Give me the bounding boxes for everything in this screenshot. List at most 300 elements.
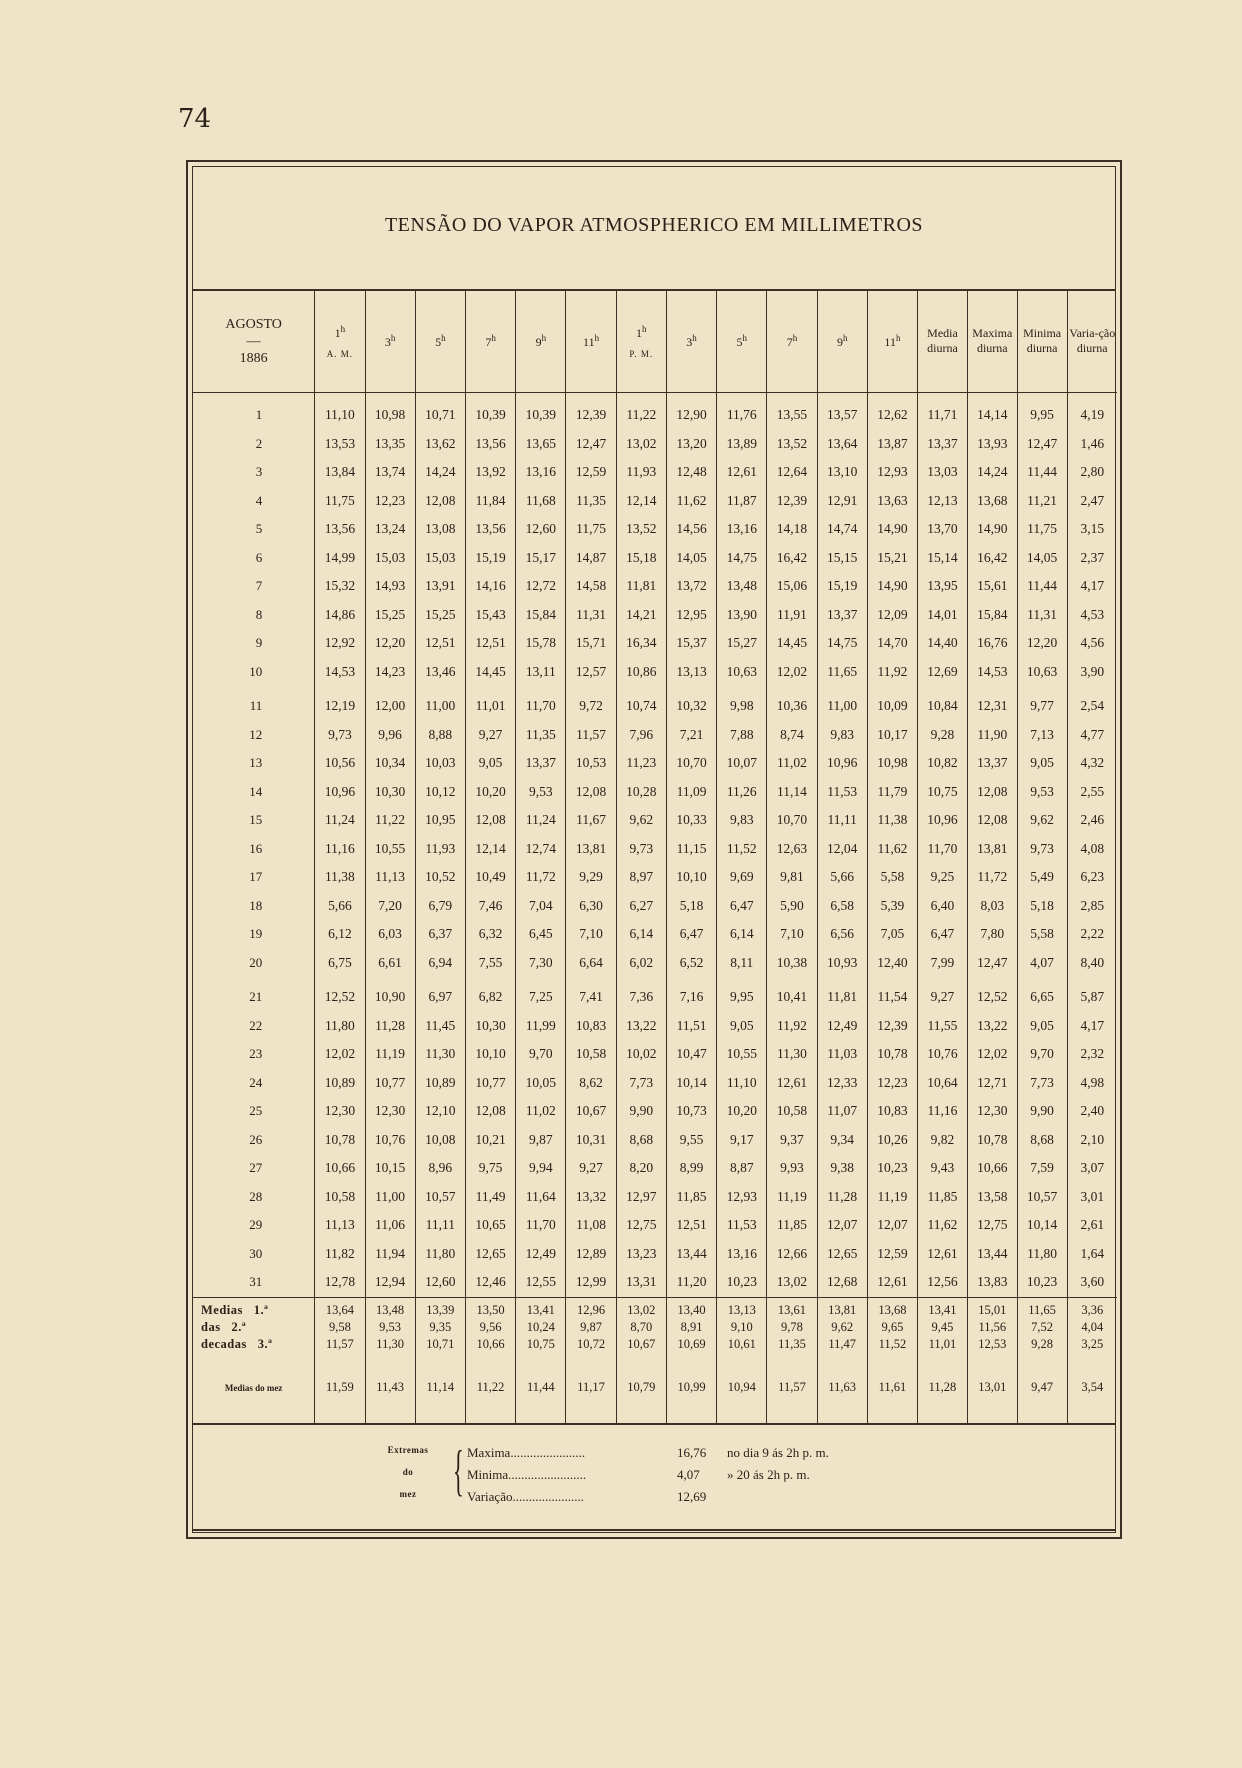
value-cell: 7,52: [1017, 1319, 1067, 1336]
value-cell: 6,14: [717, 920, 767, 949]
value-cell: 2,55: [1067, 778, 1117, 807]
hour-suffix: h: [340, 323, 346, 334]
value-cell: 13,31: [616, 1268, 666, 1297]
hour-header-0: [315, 290, 365, 393]
value-cell: 10,78: [967, 1126, 1017, 1155]
table-row: [193, 572, 1117, 601]
value-cell: 14,05: [666, 544, 716, 573]
value-cell: 12,02: [967, 1040, 1017, 1069]
value-cell: 11,35: [566, 487, 616, 516]
value-cell: 12,02: [315, 1040, 365, 1069]
value-cell: 11,19: [867, 1183, 917, 1212]
value-cell: 13,37: [516, 749, 566, 778]
value-cell: 13,48: [717, 572, 767, 601]
value-cell: 13,20: [666, 430, 716, 459]
value-cell: 11,91: [767, 601, 817, 630]
hour-value: 5: [435, 334, 442, 349]
value-cell: 10,98: [867, 749, 917, 778]
value-cell: 9,37: [767, 1126, 817, 1155]
value-cell: 10,69: [666, 1336, 716, 1353]
value-cell: 10,78: [315, 1126, 365, 1155]
value-cell: 13,81: [566, 835, 616, 864]
value-cell: 9,43: [918, 1154, 968, 1183]
value-cell: 10,20: [717, 1097, 767, 1126]
header-row: [193, 290, 1117, 393]
value-cell: 10,90: [365, 983, 415, 1012]
value-cell: 9,45: [918, 1319, 968, 1336]
value-cell: 10,10: [465, 1040, 515, 1069]
value-cell: 3,25: [1067, 1336, 1117, 1353]
value-cell: 10,30: [465, 1012, 515, 1041]
value-cell: 11,51: [666, 1012, 716, 1041]
value-cell: 10,03: [415, 749, 465, 778]
value-cell: 4,08: [1067, 835, 1117, 864]
value-cell: 10,66: [967, 1154, 1017, 1183]
value-cell: 7,16: [666, 983, 716, 1012]
value-cell: 11,17: [566, 1353, 616, 1423]
value-cell: 12,92: [315, 629, 365, 658]
value-cell: 13,63: [867, 487, 917, 516]
value-cell: 7,05: [867, 920, 917, 949]
value-cell: 15,27: [717, 629, 767, 658]
decada-number: 3.ª: [257, 1336, 273, 1351]
value-cell: 13,65: [516, 430, 566, 459]
value-cell: 13,37: [918, 430, 968, 459]
value-cell: 13,22: [967, 1012, 1017, 1041]
value-cell: 3,15: [1067, 515, 1117, 544]
value-cell: 10,75: [918, 778, 968, 807]
table-row: [193, 1012, 1117, 1041]
value-cell: 13,72: [666, 572, 716, 601]
hour-header-11: [867, 290, 917, 393]
value-cell: 11,87: [717, 487, 767, 516]
value-cell: 10,61: [717, 1336, 767, 1353]
value-cell: 11,54: [867, 983, 917, 1012]
hour-value: 3: [384, 334, 391, 349]
value-cell: 13,48: [365, 1302, 415, 1319]
value-cell: 8,70: [616, 1319, 666, 1336]
variacao-diurna-header: Varia-ção diurna: [1067, 290, 1117, 393]
value-cell: 9,73: [1017, 835, 1067, 864]
value-cell: 15,18: [616, 544, 666, 573]
value-cell: 10,72: [566, 1336, 616, 1353]
value-cell: 10,15: [365, 1154, 415, 1183]
value-cell: 4,98: [1067, 1069, 1117, 1098]
value-cell: 11,75: [315, 487, 365, 516]
value-cell: 8,87: [717, 1154, 767, 1183]
day-cell: 13: [249, 755, 263, 771]
value-cell: 14,99: [315, 544, 365, 573]
day-cell: 28: [249, 1188, 263, 1204]
value-cell: 13,22: [616, 1012, 666, 1041]
value-cell: 13,13: [717, 1302, 767, 1319]
brace-icon: {: [453, 1440, 464, 1502]
value-cell: 13,44: [967, 1240, 1017, 1269]
value-cell: 11,64: [516, 1183, 566, 1212]
value-cell: 14,90: [867, 515, 917, 544]
value-cell: 10,10: [666, 863, 716, 892]
value-cell: 7,88: [717, 721, 767, 750]
day-cell: 29: [249, 1217, 263, 1233]
value-cell: 6,12: [315, 920, 365, 949]
value-cell: 11,30: [415, 1040, 465, 1069]
extreme-note: » 20 ás 2h p. m.: [727, 1467, 810, 1482]
value-cell: 13,52: [767, 430, 817, 459]
value-cell: 10,57: [1017, 1183, 1067, 1212]
value-cell: 8,40: [1067, 949, 1117, 978]
value-cell: 11,61: [867, 1353, 917, 1423]
value-cell: 9,87: [566, 1319, 616, 1336]
value-cell: 10,96: [315, 778, 365, 807]
value-cell: 9,65: [867, 1319, 917, 1336]
value-cell: 10,70: [666, 749, 716, 778]
value-cell: 13,37: [817, 601, 867, 630]
value-cell: 12,51: [415, 629, 465, 658]
hour-suffix: h: [642, 323, 647, 334]
value-cell: 10,30: [365, 778, 415, 807]
value-cell: 10,71: [415, 1336, 465, 1353]
hour-value: 7: [485, 334, 492, 349]
value-cell: 14,45: [465, 658, 515, 687]
value-cell: 9,53: [1017, 778, 1067, 807]
value-cell: 11,90: [967, 721, 1017, 750]
value-cell: 12,57: [566, 658, 616, 687]
value-cell: 2,61: [1067, 1211, 1117, 1240]
value-cell: 6,37: [415, 920, 465, 949]
value-cell: 13,55: [767, 393, 817, 430]
hour-header-4: [516, 290, 566, 393]
value-cell: 12,23: [365, 487, 415, 516]
value-cell: 6,27: [616, 892, 666, 921]
value-cell: 11,55: [918, 1012, 968, 1041]
value-cell: 11,22: [365, 806, 415, 835]
day-cell: 26: [249, 1131, 263, 1147]
value-cell: 12,40: [867, 949, 917, 978]
value-cell: 13,68: [867, 1302, 917, 1319]
value-cell: 2,80: [1067, 458, 1117, 487]
value-cell: 10,14: [1017, 1211, 1067, 1240]
value-cell: 10,86: [616, 658, 666, 687]
day-cell: 24: [249, 1074, 263, 1090]
value-cell: 6,97: [415, 983, 465, 1012]
value-cell: 13,56: [465, 430, 515, 459]
value-cell: 8,88: [415, 721, 465, 750]
value-cell: 9,38: [817, 1154, 867, 1183]
value-cell: 11,07: [817, 1097, 867, 1126]
value-cell: 10,82: [918, 749, 968, 778]
extreme-row: [467, 1467, 810, 1483]
value-cell: 6,47: [918, 920, 968, 949]
value-cell: 10,67: [616, 1336, 666, 1353]
value-cell: 9,87: [516, 1126, 566, 1155]
value-cell: 10,12: [415, 778, 465, 807]
value-cell: 12,89: [566, 1240, 616, 1269]
value-cell: 2,40: [1067, 1097, 1117, 1126]
value-cell: 12,47: [967, 949, 1017, 978]
value-cell: 9,28: [1017, 1336, 1067, 1353]
day-cell: 3: [255, 464, 263, 480]
value-cell: 9,27: [465, 721, 515, 750]
value-cell: 11,16: [918, 1097, 968, 1126]
extremes-label: do: [402, 1467, 414, 1477]
value-cell: 13,37: [967, 749, 1017, 778]
value-cell: 10,73: [666, 1097, 716, 1126]
table-row: [193, 601, 1117, 630]
value-cell: 9,69: [717, 863, 767, 892]
value-cell: 12,49: [817, 1012, 867, 1041]
value-cell: 11,01: [465, 692, 515, 721]
hour-header-1: [365, 290, 415, 393]
value-cell: 15,25: [365, 601, 415, 630]
value-cell: 11,85: [918, 1183, 968, 1212]
value-cell: 10,63: [1017, 658, 1067, 687]
value-cell: 9,70: [1017, 1040, 1067, 1069]
value-cell: 13,10: [817, 458, 867, 487]
value-cell: 10,76: [918, 1040, 968, 1069]
day-cell: 5: [255, 521, 263, 537]
value-cell: 11,80: [415, 1240, 465, 1269]
table-title: TENSÃO DO VAPOR ATMOSPHERICO EM MILLIMETROS: [384, 214, 924, 236]
value-cell: 9,94: [516, 1154, 566, 1183]
value-cell: 12,99: [566, 1268, 616, 1297]
day-cell: 21: [249, 989, 263, 1005]
value-cell: 3,60: [1067, 1268, 1117, 1297]
value-cell: 11,10: [315, 393, 365, 430]
value-cell: 10,96: [918, 806, 968, 835]
table-row: [193, 863, 1117, 892]
value-cell: 12,62: [867, 393, 917, 430]
value-cell: 9,83: [717, 806, 767, 835]
value-cell: 10,49: [465, 863, 515, 892]
value-cell: 12,08: [465, 1097, 515, 1126]
value-cell: 13,64: [315, 1302, 365, 1319]
value-cell: 13,62: [415, 430, 465, 459]
table-row: [193, 835, 1117, 864]
decada-label-text: Medias: [201, 1302, 243, 1317]
hour-suffix: h: [792, 332, 798, 343]
value-cell: 10,99: [666, 1353, 716, 1423]
value-cell: 9,53: [365, 1319, 415, 1336]
value-cell: 12,66: [767, 1240, 817, 1269]
value-cell: 11,65: [1017, 1302, 1067, 1319]
value-cell: 9,05: [1017, 1012, 1067, 1041]
value-cell: 9,27: [918, 983, 968, 1012]
value-cell: 7,59: [1017, 1154, 1067, 1183]
table-row: [193, 430, 1117, 459]
month-header: [193, 290, 315, 393]
value-cell: 12,48: [666, 458, 716, 487]
value-cell: 3,36: [1067, 1302, 1117, 1319]
value-cell: 7,25: [516, 983, 566, 1012]
value-cell: 6,94: [415, 949, 465, 978]
value-cell: 5,18: [1017, 892, 1067, 921]
value-cell: 11,19: [365, 1040, 415, 1069]
value-cell: 11,38: [315, 863, 365, 892]
value-cell: 13,74: [365, 458, 415, 487]
value-cell: 11,01: [918, 1336, 968, 1353]
value-cell: 13,02: [616, 430, 666, 459]
value-cell: 3,54: [1067, 1353, 1117, 1423]
value-cell: 10,21: [465, 1126, 515, 1155]
value-cell: 10,26: [867, 1126, 917, 1155]
value-cell: 12,68: [817, 1268, 867, 1297]
value-cell: 13,92: [465, 458, 515, 487]
value-cell: 9,70: [516, 1040, 566, 1069]
value-cell: 12,69: [918, 658, 968, 687]
decada-label: [193, 1336, 315, 1353]
value-cell: 11,26: [717, 778, 767, 807]
value-cell: 5,18: [666, 892, 716, 921]
value-cell: 13,40: [666, 1302, 716, 1319]
table-row: [193, 393, 1117, 430]
value-cell: 7,13: [1017, 721, 1067, 750]
value-cell: 1,64: [1067, 1240, 1117, 1269]
value-cell: 12,90: [666, 393, 716, 430]
decada-label-text: decadas: [201, 1336, 247, 1351]
hour-suffix: h: [594, 332, 600, 343]
hour-value: 7: [786, 334, 793, 349]
value-cell: 12,55: [516, 1268, 566, 1297]
table-row: [193, 949, 1117, 978]
decada-row: [193, 1336, 1117, 1353]
value-cell: 12,91: [817, 487, 867, 516]
value-cell: 13,81: [817, 1302, 867, 1319]
value-cell: 12,46: [465, 1268, 515, 1297]
value-cell: 12,14: [465, 835, 515, 864]
value-cell: 10,64: [918, 1069, 968, 1098]
value-cell: 10,28: [616, 778, 666, 807]
value-cell: 6,47: [666, 920, 716, 949]
table-row: [193, 692, 1117, 721]
value-cell: 13,91: [415, 572, 465, 601]
maxima-diurna-header: Maxima diurna: [967, 290, 1017, 393]
value-cell: 11,02: [767, 749, 817, 778]
value-cell: 13,02: [616, 1302, 666, 1319]
value-cell: 10,75: [516, 1336, 566, 1353]
value-cell: 12,30: [365, 1097, 415, 1126]
table-row: [193, 721, 1117, 750]
value-cell: 10,70: [767, 806, 817, 835]
value-cell: 9,93: [767, 1154, 817, 1183]
value-cell: 10,79: [616, 1353, 666, 1423]
value-cell: 11,00: [365, 1183, 415, 1212]
value-cell: 11,75: [566, 515, 616, 544]
value-cell: 10,33: [666, 806, 716, 835]
value-cell: 9,77: [1017, 692, 1067, 721]
value-cell: 12,94: [365, 1268, 415, 1297]
day-cell: 1: [255, 407, 263, 423]
value-cell: 8,68: [1017, 1126, 1067, 1155]
value-cell: 11,44: [1017, 458, 1067, 487]
value-cell: 10,89: [315, 1069, 365, 1098]
value-cell: 5,90: [767, 892, 817, 921]
value-cell: 11,21: [1017, 487, 1067, 516]
value-cell: 13,08: [415, 515, 465, 544]
value-cell: 14,87: [566, 544, 616, 573]
month-dash: —: [246, 333, 261, 349]
day-cell: 31: [249, 1274, 263, 1290]
value-cell: 13,16: [516, 458, 566, 487]
value-cell: 9,25: [918, 863, 968, 892]
value-cell: 8,11: [717, 949, 767, 978]
value-cell: 10,41: [767, 983, 817, 1012]
value-cell: 2,32: [1067, 1040, 1117, 1069]
decada-label: [193, 1319, 315, 1336]
value-cell: 13,02: [767, 1268, 817, 1297]
value-cell: 13,50: [465, 1302, 515, 1319]
value-cell: 11,65: [817, 658, 867, 687]
value-cell: 10,02: [616, 1040, 666, 1069]
day-cell: 11: [249, 698, 263, 714]
value-cell: 14,90: [967, 515, 1017, 544]
value-cell: 9,34: [817, 1126, 867, 1155]
value-cell: 14,53: [967, 658, 1017, 687]
hour-header-5: [566, 290, 616, 393]
extremes-label: mez: [399, 1489, 417, 1499]
value-cell: 12,78: [315, 1268, 365, 1297]
extreme-value: 16,76: [677, 1445, 707, 1460]
value-cell: 9,90: [1017, 1097, 1067, 1126]
value-cell: 8,99: [666, 1154, 716, 1183]
value-cell: 11,24: [315, 806, 365, 835]
value-cell: 10,89: [415, 1069, 465, 1098]
value-cell: 15,06: [767, 572, 817, 601]
value-cell: 12,97: [616, 1183, 666, 1212]
value-cell: 11,81: [616, 572, 666, 601]
value-cell: 4,56: [1067, 629, 1117, 658]
hour-value: 1: [334, 325, 341, 340]
value-cell: 15,37: [666, 629, 716, 658]
value-cell: 13,46: [415, 658, 465, 687]
minima-diurna-header: Minima diurna: [1017, 290, 1067, 393]
value-cell: 10,63: [717, 658, 767, 687]
hour-header-10: [817, 290, 867, 393]
value-cell: 11,70: [516, 692, 566, 721]
value-cell: 3,01: [1067, 1183, 1117, 1212]
value-cell: 12,51: [666, 1211, 716, 1240]
value-cell: 10,34: [365, 749, 415, 778]
value-cell: 9,29: [566, 863, 616, 892]
value-cell: 11,03: [817, 1040, 867, 1069]
value-cell: 10,23: [717, 1268, 767, 1297]
value-cell: 14,90: [867, 572, 917, 601]
hour-period: A. M.: [326, 348, 354, 359]
value-cell: 10,09: [867, 692, 917, 721]
value-cell: 16,76: [967, 629, 1017, 658]
day-cell: 7: [255, 578, 263, 594]
hour-suffix: h: [842, 332, 848, 343]
value-cell: 11,57: [767, 1353, 817, 1423]
value-cell: 14,58: [566, 572, 616, 601]
value-cell: 9,62: [1017, 806, 1067, 835]
table-row: [193, 1183, 1117, 1212]
value-cell: 14,16: [465, 572, 515, 601]
value-cell: 10,74: [616, 692, 666, 721]
value-cell: 15,21: [867, 544, 917, 573]
value-cell: 10,39: [465, 393, 515, 430]
value-cell: 7,20: [365, 892, 415, 921]
value-cell: 8,20: [616, 1154, 666, 1183]
value-cell: 7,46: [465, 892, 515, 921]
value-cell: 14,23: [365, 658, 415, 687]
value-cell: 10,36: [767, 692, 817, 721]
day-cell: 12: [249, 726, 263, 742]
value-cell: 12,08: [415, 487, 465, 516]
extreme-value: 4,07: [677, 1467, 700, 1482]
value-cell: 13,01: [967, 1353, 1017, 1423]
value-cell: 12,61: [717, 458, 767, 487]
value-cell: 11,56: [967, 1319, 1017, 1336]
